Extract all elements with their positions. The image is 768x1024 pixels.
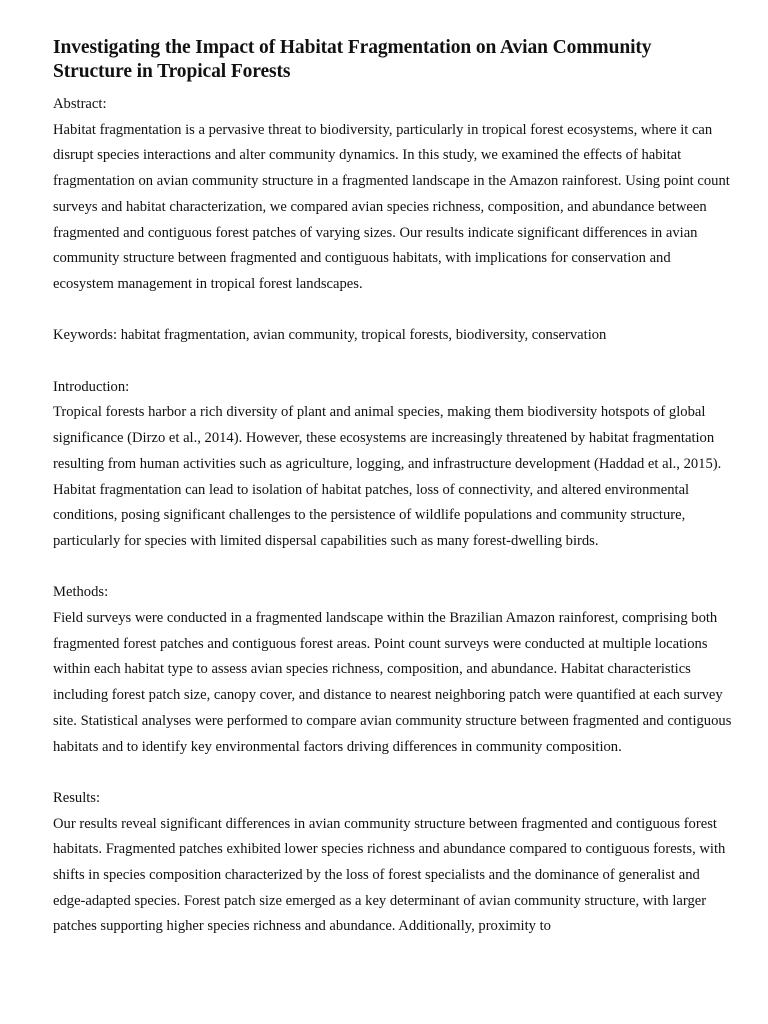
keywords-line: Keywords: habitat fragmentation, avian community, tropical forests, biodiversity, conservation <box>53 327 607 344</box>
introduction-label: Introduction: <box>53 378 130 395</box>
abstract-label: Abstract: <box>53 96 107 112</box>
spacer <box>53 349 733 375</box>
document-page <box>53 36 733 940</box>
abstract-text: Habitat fragmentation is a pervasive threat to biodiversity, particularly in tropical forest ecosystems, where it can disrupt species interactions and alter community dynamics. In this study, we examined the effects of habitat fragmentation on avian community structure in a fragmented landscape in the Amazon rainforest. Using point count surveys and habitat characterization, we compared avian species richness, composition, and abundance between fragmented and contiguous forest patches of varying sizes. Our results indicate significant differences in avian community structure between fragmented and contiguous habitats, with implications for conservation and ecosystem management in tropical forest landscapes. <box>53 121 730 292</box>
methods-label: Methods: <box>53 584 109 601</box>
results-label: Results: <box>53 789 101 806</box>
results-text: Our results reveal significant differences in avian community structure between fragmented and contiguous forest habitats. Fragmented patches exhibited lower species richness and abundance compared to contiguous forests, with shifts in species composition characterized by the loss of forest specialists and the dominance of generalist and edge-adapted species. Forest patch size emerged as a key determinant of avian community structure, with larger patches supporting higher species richness and abundance. Additionally, proximity to <box>53 815 726 935</box>
paper-title: Investigating the Impact of Habitat Fragmentation on Avian Community Structure in Tropical Forests <box>53 37 652 82</box>
spacer <box>53 555 733 581</box>
methods-text: Field surveys were conducted in a fragmented landscape within the Brazilian Amazon rainforest, comprising both fragmented forest patches and contiguous forest areas. Point count surveys were conducted at multiple locations within each habitat type to assess avian species richness, composition, and abundance. Habitat characteristics including forest patch size, canopy cover, and distance to nearest neighboring patch were quantified at each survey site. Statistical analyses were performed to compare avian community structure between fragmented and contiguous habitats and to identify key environmental factors driving differences in community composition. <box>53 610 732 755</box>
spacer <box>53 298 733 324</box>
introduction-text: Tropical forests harbor a rich diversity of plant and animal species, making them biodiversity hotspots of global significance (Dirzo et al., 2014). However, these ecosystems are increasingly threatened by habitat fragmentation resulting from human activities such as agriculture, logging, and infrastructure development (Haddad et al., 2015). Habitat fragmentation can lead to isolation of habitat patches, loss of connectivity, and altered environmental conditions, posing significant challenges to the persistence of wildlife populations and community structure, particularly for species with limited dispersal capabilities such as many forest-dwelling birds. <box>53 404 722 549</box>
spacer <box>53 760 733 786</box>
